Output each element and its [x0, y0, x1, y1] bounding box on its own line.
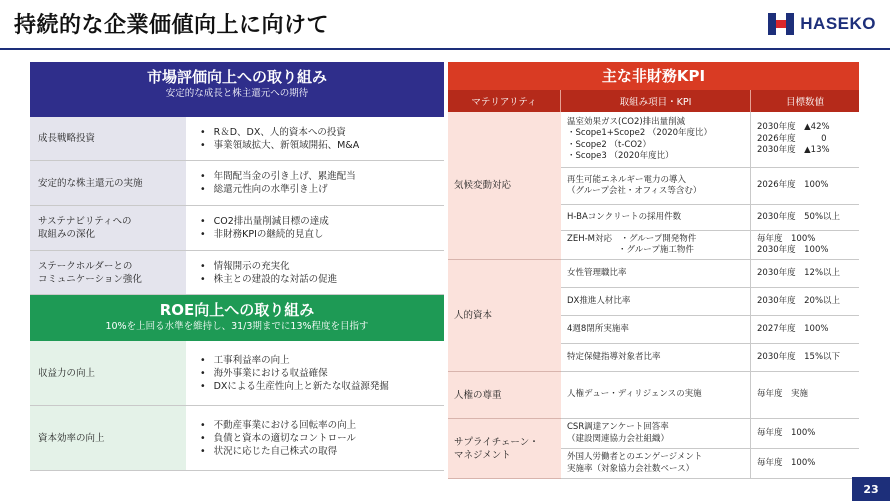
kpi-row: [561, 260, 859, 288]
kpi-item: [561, 205, 751, 230]
kpi-item: [561, 168, 751, 204]
kpi-row: [561, 316, 859, 344]
item-text: 人権デュー・ディリジェンスの実施: [567, 389, 702, 400]
page-number: 23: [852, 477, 890, 501]
row-label: 資本効率の向上: [30, 406, 186, 470]
target-text: 毎年度 100% 2030年度 100%: [757, 233, 829, 255]
kpi-row: [561, 231, 859, 260]
kpi-target: [751, 372, 859, 418]
kpi-item: [561, 316, 751, 343]
item-text: 特定保健指導対象者比率: [567, 351, 661, 362]
target-text: 2027年度 100%: [757, 323, 829, 334]
page-title: 持続的な企業価値向上に向けて: [14, 13, 330, 38]
kpi-target: [751, 449, 859, 478]
kpi-target: [751, 288, 859, 315]
roe-heading: ROE向上への取り組み: [159, 301, 315, 319]
roe-row: [30, 341, 444, 406]
roe-subheading: 10%を上回る水準を維持し、31/3期までに13%程度を目指す: [105, 321, 369, 332]
market-row: [30, 251, 444, 295]
item-text: 女性管理職比率: [567, 267, 627, 278]
company-logo: [768, 13, 876, 35]
list-item: • 情報開示の充実化: [200, 260, 438, 273]
column-header: 取組み項目・KPI: [561, 90, 751, 112]
row-label: 成長戦略投資: [30, 117, 186, 160]
kpi-heading: 主な非財務KPI: [448, 62, 859, 90]
list-item: • CO2排出量削減目標の達成: [200, 215, 438, 228]
list-item: • R＆D、DX、人的資本への投資: [200, 126, 438, 139]
kpi-target: [751, 344, 859, 371]
kpi-column-headers: [448, 90, 859, 112]
list-item: • 海外事業における収益確保: [200, 367, 438, 380]
row-label: ステークホルダーとの コミュニケーション強化: [30, 251, 186, 294]
target-text: 毎年度 100%: [757, 457, 816, 468]
kpi-item: [561, 419, 751, 448]
list-item: • 不動産事業における回転率の向上: [200, 419, 438, 432]
item-text: 4週8閉所実施率: [567, 323, 629, 334]
kpi-row: [561, 419, 859, 449]
category-cell: 人権の尊重: [448, 372, 561, 419]
kpi-target: [751, 112, 859, 167]
list-item: • 負債と資本の適切なコントロール: [200, 432, 438, 445]
kpi-target: [751, 231, 859, 259]
kpi-item: [561, 231, 751, 259]
item-text: 温室効果ガス(CO2)排出量削減 ・Scope1+Scope2 （2020年度比） ・Scope2 （t-CO2） ・Scope3 （2020年度比）: [567, 116, 713, 161]
item-text: H-BAコンクリートの採用件数: [567, 211, 682, 222]
market-row: [30, 206, 444, 251]
market-heading: 市場評価向上への取り組み: [146, 68, 327, 86]
haseko-logo-icon: [768, 13, 794, 35]
list-item: • 総還元性向の水準引き上げ: [200, 183, 438, 196]
market-row: [30, 117, 444, 161]
kpi-row: [561, 168, 859, 205]
target-text: 毎年度 実施: [757, 389, 809, 400]
kpi-target: [751, 168, 859, 204]
market-header: [30, 62, 444, 117]
target-text: 2030年度 15%以下: [757, 351, 841, 362]
item-text: DX推進人材比率: [567, 295, 631, 306]
kpi-row: [561, 288, 859, 316]
row-label: サステナビリティへの 取組みの深化: [30, 206, 186, 250]
list-item: • DXによる生産性向上と新たな収益源発掘: [200, 380, 438, 393]
list-item: • 株主との建設的な対話の促進: [200, 273, 438, 286]
kpi-row: [561, 449, 859, 479]
list-item: • 非財務KPIの継続的見直し: [200, 228, 438, 241]
row-items: [186, 206, 444, 250]
target-text: 2030年度 12%以上: [757, 267, 841, 278]
row-items: [186, 117, 444, 160]
row-items: [186, 406, 444, 470]
kpi-item: [561, 372, 751, 418]
list-item: • 状況に応じた自己株式の取得: [200, 445, 438, 458]
column-header: 目標数値: [785, 97, 824, 108]
kpi-row: [561, 344, 859, 372]
kpi-item: [561, 260, 751, 287]
row-items: [186, 251, 444, 294]
roe-header: [30, 295, 444, 341]
item-text: 外国人労働者とのエンゲージメント 実施率（対象協力会社数ベース）: [567, 452, 703, 474]
target-text: 2026年度 100%: [757, 180, 829, 191]
kpi-target: [751, 419, 859, 448]
row-items: [186, 341, 444, 405]
kpi-target: [751, 205, 859, 230]
kpi-target: [751, 260, 859, 287]
roe-row: [30, 406, 444, 471]
kpi-row: [561, 372, 859, 419]
market-row: [30, 161, 444, 206]
kpi-item: [561, 288, 751, 315]
market-subheading: 安定的な成長と株主還元への期待: [165, 88, 309, 99]
kpi-item: [561, 112, 751, 167]
left-panel: [30, 62, 444, 471]
row-items: [186, 161, 444, 205]
row-label: 安定的な株主還元の実施: [30, 161, 186, 205]
category-cell: 気候変動対応: [448, 112, 561, 260]
row-label: 収益力の向上: [30, 341, 186, 405]
target-text: 2030年度 ▲42% 2026年度 0 2030年度 ▲13%: [757, 122, 830, 156]
item-text: CSR調達アンケート回答率 （建設関連協力会社組織）: [567, 422, 670, 444]
target-text: 2030年度 20%以上: [757, 295, 841, 306]
target-text: 2030年度 50%以上: [757, 211, 841, 222]
title-divider: [0, 48, 890, 50]
kpi-row: [561, 205, 859, 231]
list-item: • 年間配当金の引き上げ、累進配当: [200, 170, 438, 183]
kpi-item: [561, 449, 751, 478]
kpi-target: [751, 316, 859, 343]
kpi-item: [561, 344, 751, 371]
item-text: ZEH-M対応 ・グループ開発物件 ・グループ施工物件: [567, 233, 697, 255]
category-cell: 人的資本: [448, 260, 561, 372]
kpi-panel: [448, 62, 859, 474]
column-header: マテリアリティ: [448, 90, 561, 112]
item-text: 再生可能エネルギー電力の導入 （グループ会社・オフィス等含む）: [567, 174, 702, 196]
list-item: • 事業領域拡大、新領域開拓、M&A: [200, 139, 438, 152]
category-cell: サプライチェーン・ マネジメント: [448, 419, 561, 479]
kpi-row: [561, 112, 859, 168]
logo-text: HASEKO: [800, 14, 876, 33]
target-text: 毎年度 100%: [757, 427, 816, 438]
list-item: • 工事利益率の向上: [200, 354, 438, 367]
